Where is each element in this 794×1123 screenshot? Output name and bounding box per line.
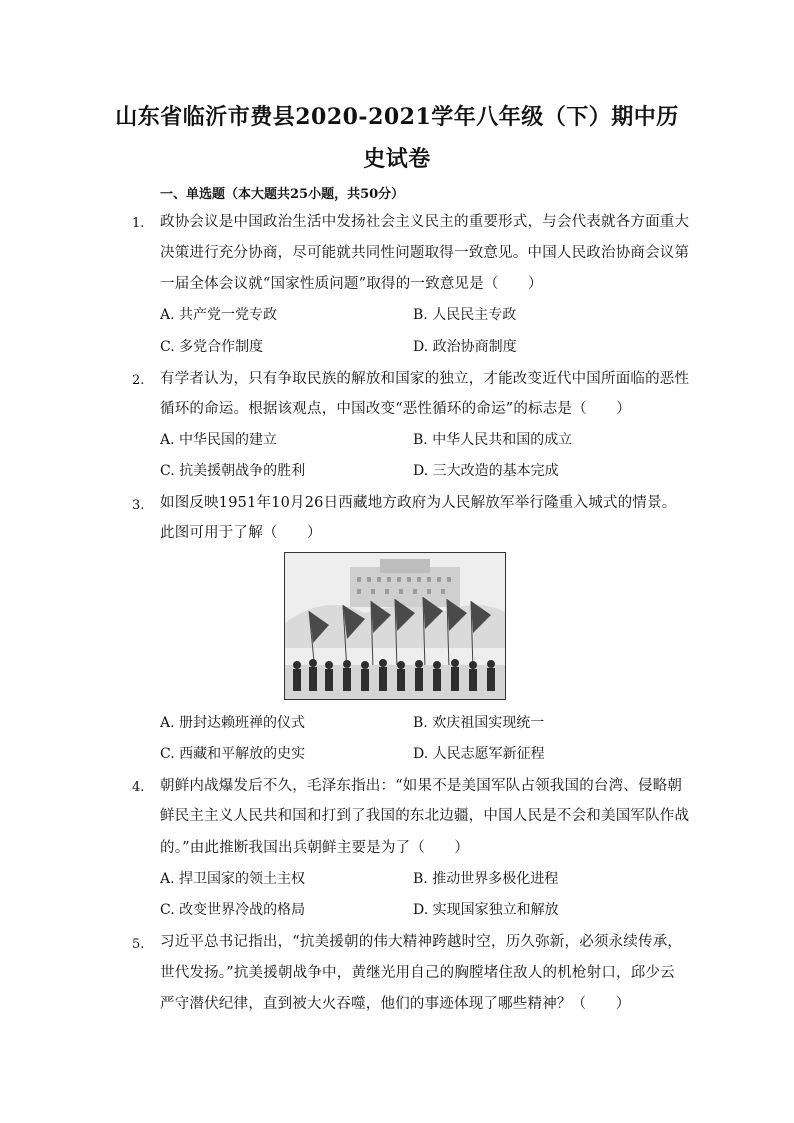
question-number: 2. <box>132 373 145 388</box>
option-d: D. 政治协商制度 <box>413 339 517 355</box>
historical-photo <box>284 552 506 700</box>
option-a: A. 共产党一党专政 <box>160 307 278 323</box>
question-text-line: 世代发扬。”抗美援朝战争中，黄继光用自己的胸膛堵住敌人的机枪射口，邱少云 <box>160 965 675 981</box>
option-c: C. 改变世界冷战的格局 <box>160 902 306 918</box>
question-text-line: 严守潜伏纪律，直到被大火吞噬，他们的事迹体现了哪些精神？（ ） <box>160 996 631 1012</box>
historical-photo-icon <box>285 553 506 700</box>
question-text-line: 鲜民主主义人民共和国和打到了我国的东北边疆，中国人民是不会和美国军队作战 <box>160 808 690 824</box>
option-c: C. 多党合作制度 <box>160 339 264 355</box>
question-text-line: 习近平总书记指出，“抗美援朝的伟大精神跨越时空，历久弥新，必须永续传承， <box>160 934 683 950</box>
section-header: 一、单选题（本大题共25小题，共50分） <box>160 187 405 202</box>
option-a: A. 中华民国的建立 <box>160 432 278 448</box>
option-d: D. 三大改造的基本完成 <box>413 463 559 479</box>
option-b: B. 中华人民共和国的成立 <box>413 432 573 448</box>
question-number: 4. <box>132 780 145 795</box>
question-text-line: 朝鲜内战爆发后不久，毛泽东指出：“如果不是美国军队占领我国的台湾、侵略朝 <box>160 778 683 794</box>
question-text-line: 如图反映1951年10月26日西藏地方政府为人民解放军举行隆重入城式的情景。 <box>160 495 677 511</box>
question-number: 1. <box>132 216 145 231</box>
option-a: A. 册封达赖班禅的仪式 <box>160 715 306 731</box>
question-text-line: 一届全体会议就“国家性质问题”取得的一致意见是（ ） <box>160 276 543 292</box>
question-text-line: 有学者认为，只有争取民族的解放和国家的独立，才能改变近代中国所面临的恶性 <box>160 371 690 387</box>
option-c: C. 西藏和平解放的史实 <box>160 746 306 762</box>
option-b: B. 推动世界多极化进程 <box>413 871 559 887</box>
option-d: D. 人民志愿军新征程 <box>413 746 545 762</box>
question-number: 5. <box>132 937 145 952</box>
page-title: 山东省临沂市费县2020-2021学年八年级（下）期中历 <box>115 104 679 130</box>
question-text-line: 政协会议是中国政治生活中发扬社会主义民主的重要形式，与会代表就各方面重大 <box>160 214 690 230</box>
option-a: A. 捍卫国家的领土主权 <box>160 871 306 887</box>
option-b: B. 人民民主专政 <box>413 307 517 323</box>
question-text-line: 循环的命运。根据该观点，中国改变“恶性循环的命运”的标志是（ ） <box>160 401 631 417</box>
option-b: B. 欢庆祖国实现统一 <box>413 715 545 731</box>
question-text-line: 决策进行充分协商，尽可能就共同性问题取得一致意见。中国人民政治协商会议第 <box>160 245 690 261</box>
question-number: 3. <box>132 498 145 513</box>
option-d: D. 实现国家独立和解放 <box>413 902 559 918</box>
question-text-line: 此图可用于了解（ ） <box>160 525 322 541</box>
question-text-line: 的。”由此推断我国出兵朝鲜主要是为了（ ） <box>160 840 470 856</box>
option-c: C. 抗美援朝战争的胜利 <box>160 463 306 479</box>
page-title-continued: 史试卷 <box>363 146 431 172</box>
